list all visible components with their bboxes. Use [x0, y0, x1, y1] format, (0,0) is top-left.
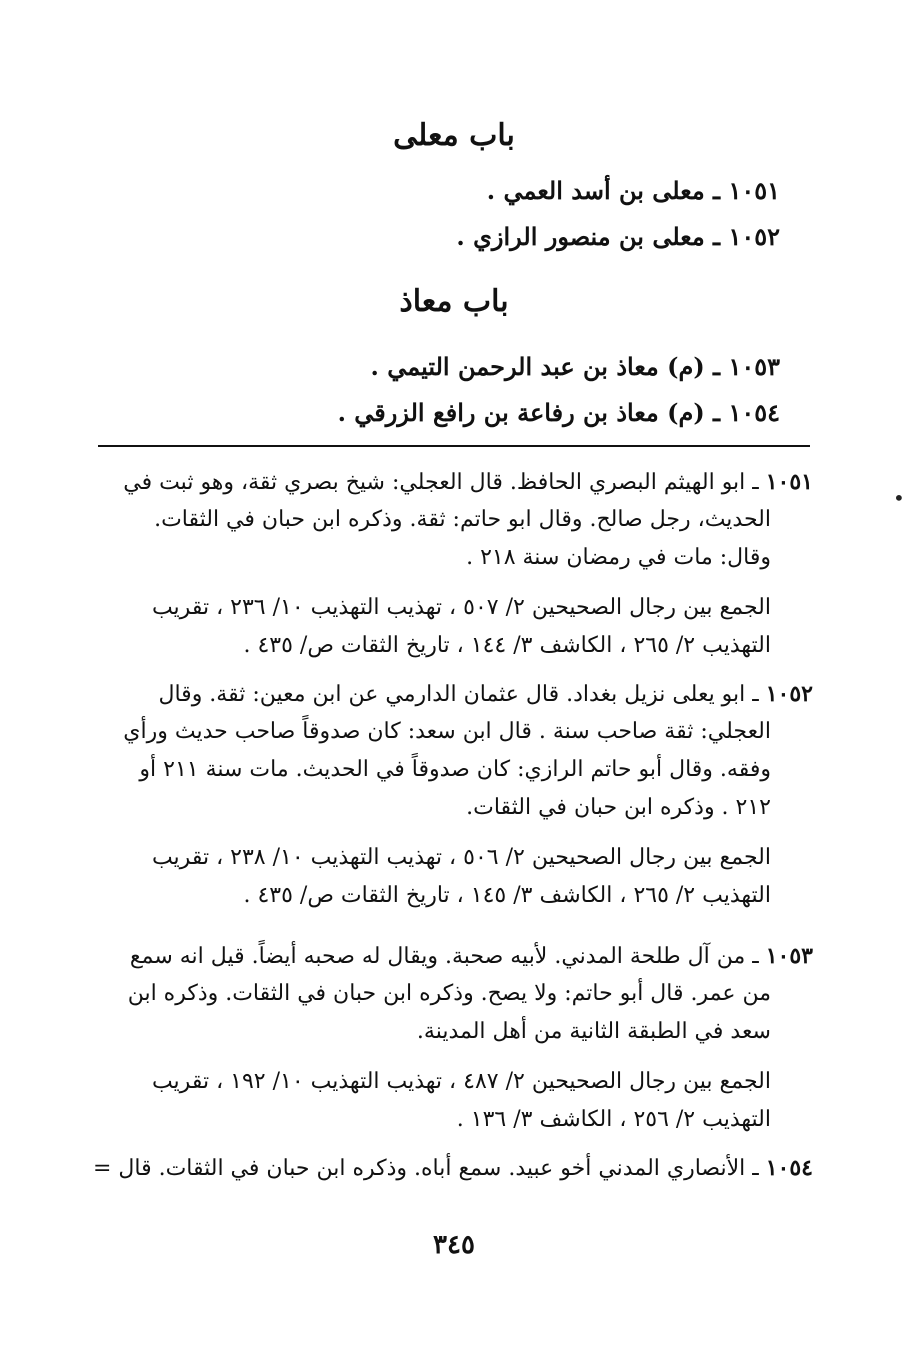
footnote-divider: [98, 445, 810, 447]
footnote-line: التهذيب ٢/ ٢٦٥ ، الكاشف ٣/ ١٤٤ ، تاريخ الثقات ص/ ٤٣٥ .: [243, 633, 771, 658]
footnote-text: ـ ابو الهيثم البصري الحافظ. قال العجلي: شيخ بصري ثقة، وهو ثبت في: [123, 470, 759, 495]
heading-bab-mualla: باب معلى: [393, 118, 515, 153]
footnote-line: الجمع بين رجال الصحيحين ٢/ ٥٠٧ ، تهذيب التهذيب ١٠/ ٢٣٦ ، تقريب: [151, 595, 771, 620]
entry-1052: ١٠٥٢ ـ معلى بن منصور الرازي .: [456, 222, 780, 251]
footnote-line: الجمع بين رجال الصحيحين ٢/ ٥٠٦ ، تهذيب التهذيب ١٠/ ٢٣٨ ، تقريب: [151, 845, 771, 870]
footnote-number: ١٠٥١: [765, 469, 813, 495]
footnote-line: ٢١٢ . وذكره ابن حبان في الثقات.: [466, 795, 771, 820]
footnote-text: ـ من آل طلحة المدني. لأبيه صحبة. ويقال له صحبه أيضاً. قيل انه سمع: [129, 944, 759, 969]
footnote-line: وقال: مات في رمضان سنة ٢١٨ .: [466, 545, 771, 570]
footnote-number: ١٠٥٤: [765, 1155, 813, 1181]
footnote-line: العجلي: ثقة صاحب سنة . قال ابن سعد: كان صدوقاً صاحب حديث ورأي: [123, 719, 771, 744]
entry-1054: ١٠٥٤ ـ (م) معاذ بن رفاعة بن رافع الزرقي .: [337, 398, 780, 427]
entry-1053: ١٠٥٣ ـ (م) معاذ بن عبد الرحمن التيمي .: [370, 352, 780, 381]
footnote-line: وفقه. وقال أبو حاتم الرازي: كان صدوقاً في الحديث. مات سنة ٢١١ أو: [139, 757, 771, 782]
footnote-line: [130, 936, 813, 977]
entry-1051: ١٠٥١ ـ معلى بن أسد العمي .: [486, 176, 780, 205]
footnote-line: من عمر. قال أبو حاتم: ولا يصح. وذكره ابن حبان في الثقات. وذكره ابن: [127, 981, 771, 1006]
margin-mark: •: [893, 486, 905, 510]
page-number: ٣٤٥: [433, 1230, 475, 1260]
footnote-line: [93, 1148, 813, 1189]
footnote-text: ـ الأنصاري المدني أخو عبيد. سمع أباه. وذكره ابن حبان في الثقات. قال =: [92, 1156, 759, 1181]
footnote-line: [123, 462, 813, 503]
footnote-line: الحديث، رجل صالح. وقال ابو حاتم: ثقة. وذكره ابن حبان في الثقات.: [154, 507, 771, 532]
footnote-number: ١٠٥٢: [765, 681, 813, 707]
footnote-number: ١٠٥٣: [765, 943, 813, 969]
footnote-line: [158, 674, 813, 715]
heading-bab-muadh: باب معاذ: [399, 284, 509, 319]
footnote-line: التهذيب ٢/ ٢٦٥ ، الكاشف ٣/ ١٤٥ ، تاريخ الثقات ص/ ٤٣٥ .: [243, 883, 771, 908]
footnote-text: ـ ابو يعلى نزيل بغداد. قال عثمان الدارمي عن ابن معين: ثقة. وقال: [158, 682, 759, 707]
footnote-line: سعد في الطبقة الثانية من أهل المدينة.: [416, 1019, 771, 1044]
footnote-line: التهذيب ٢/ ٢٥٦ ، الكاشف ٣/ ١٣٦ .: [456, 1107, 771, 1132]
footnote-line: الجمع بين رجال الصحيحين ٢/ ٤٨٧ ، تهذيب التهذيب ١٠/ ١٩٢ ، تقريب: [151, 1069, 771, 1094]
